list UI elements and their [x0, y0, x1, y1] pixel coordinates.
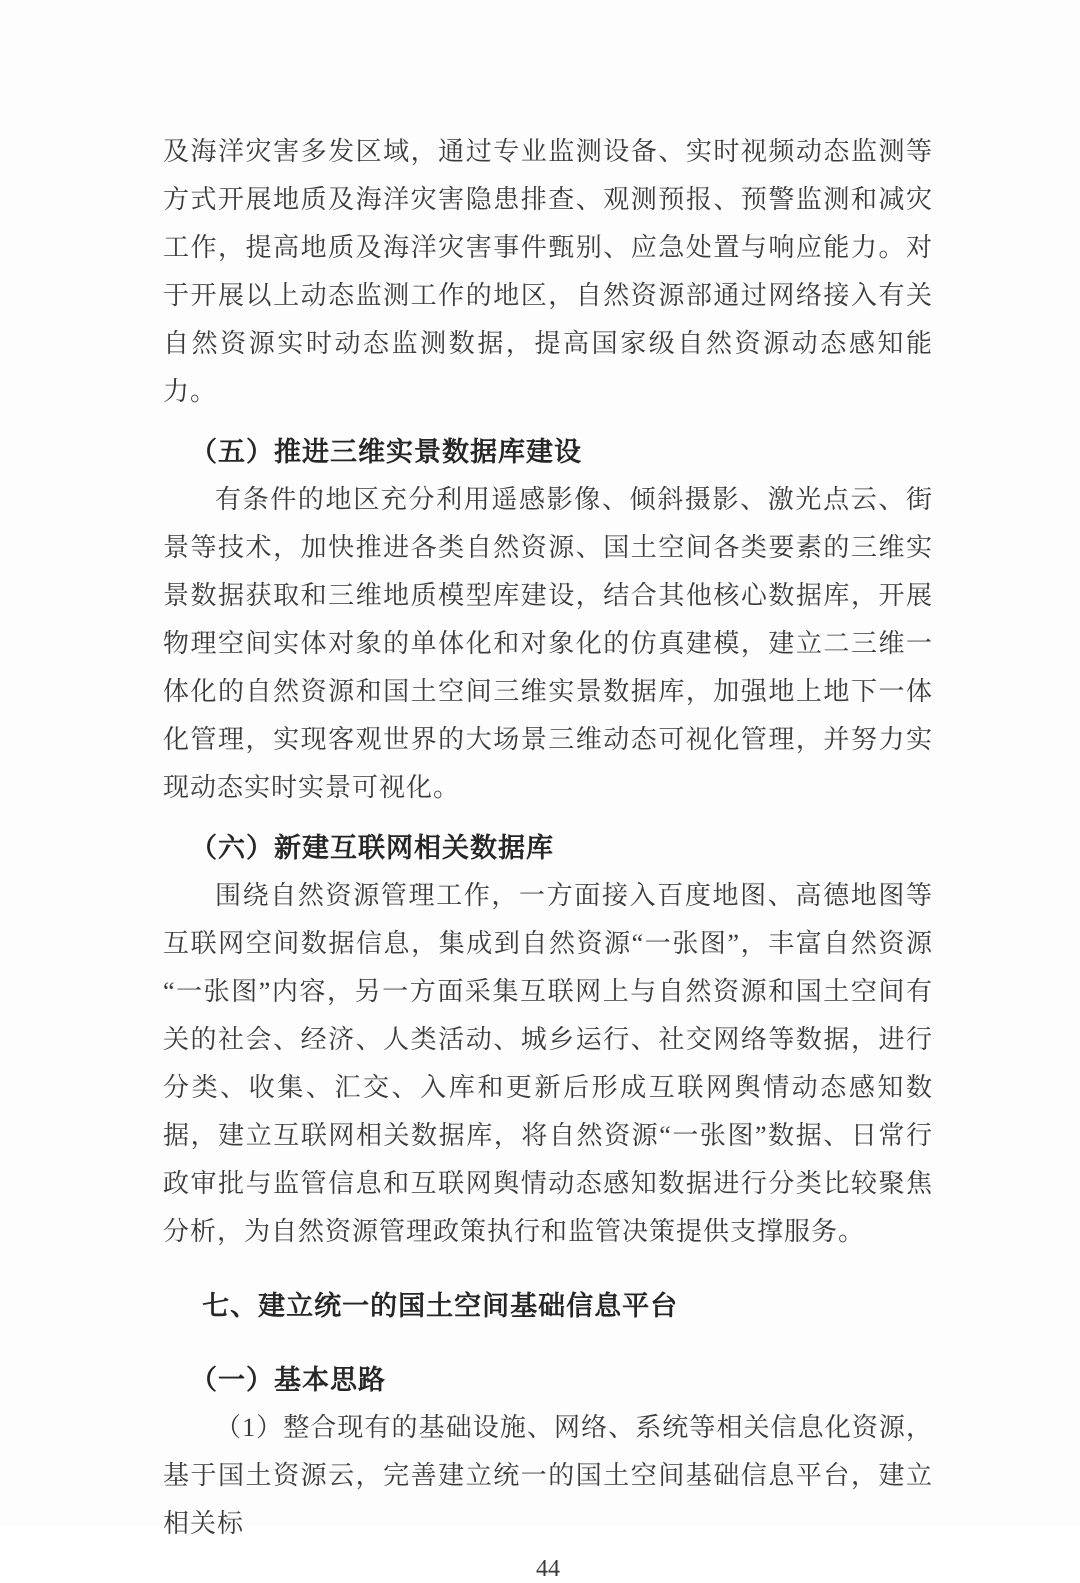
page-number: 44 — [536, 1556, 560, 1582]
section-heading-5: （五）推进三维实景数据库建设 — [190, 437, 582, 467]
section-heading-6: （六）新建互联网相关数据库 — [190, 833, 554, 863]
subsection-7-1-paragraph: （1）整合现有的基础设施、网络、系统等相关信息化资源，基于国土资源云，完善建立统一的国土空间基础信息平台，建立相关标 — [163, 1413, 933, 1538]
document-content — [163, 128, 933, 1583]
section-5-paragraph: 有条件的地区充分利用遥感影像、倾斜摄影、激光点云、街景等技术，加快推进各类自然资源、国土空间各类要素的三维实景数据获取和三维地质模型库建设，结合其他核心数据库，开展物理空间实体对象的单体化和对象化的仿真建模，建立二三维一体化的自然资源和国土空间三维实景数据库，加强地上地下一体化管理，实现客观世界的大场景三维动态可视化管理，并努力实现动态实时实景可视化。 — [163, 485, 933, 802]
chapter-heading-7: 七、建立统一的国土空间基础信息平台 — [202, 1291, 679, 1321]
paragraph-continuation: 及海洋灾害多发区域，通过专业监测设备、实时视频动态监测等方式开展地质及海洋灾害隐患排查、观测预报、预警监测和减灾工作，提高地质及海洋灾害事件甄别、应急处置与响应能力。对于开展以上动态监测工作的地区，自然资源部通过网络接入有关自然资源实时动态监测数据，提高国家级自然资源动态感知能力。 — [163, 137, 933, 406]
section-6-paragraph: 围绕自然资源管理工作，一方面接入百度地图、高德地图等互联网空间数据信息，集成到自然资源“一张图”，丰富自然资源“一张图”内容，另一方面采集互联网上与自然资源和国土空间有关的社会、经济、人类活动、城乡运行、社交网络等数据，进行分类、收集、汇交、入库和更新后形成互联网舆情动态感知数据，建立互联网相关数据库，将自然资源“一张图”数据、日常行政审批与监管信息和互联网舆情动态感知数据进行分类比较聚焦分析，为自然资源管理政策执行和监管决策提供支撑服务。 — [163, 881, 933, 1246]
subsection-heading-7-1: （一）基本思路 — [190, 1365, 386, 1395]
